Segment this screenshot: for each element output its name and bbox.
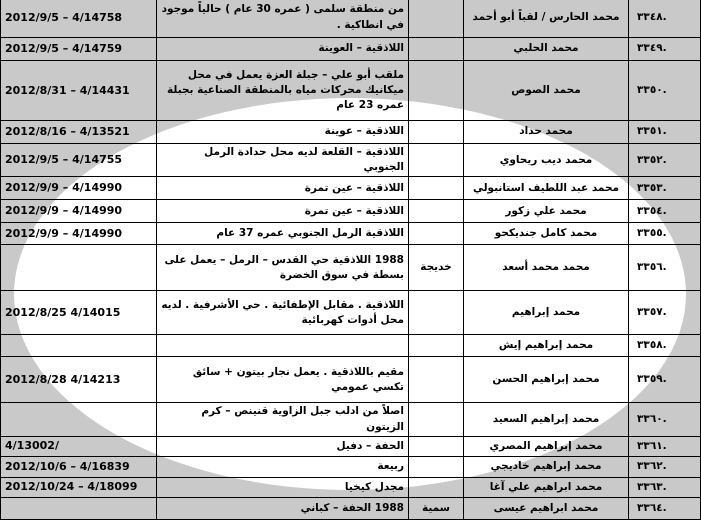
details: 1988 اللاذقية حي القدس – الرمل – يعمل على بسطة في سوق الخضرة xyxy=(157,245,409,291)
mother-name xyxy=(409,357,464,403)
table-row xyxy=(1,38,701,61)
table-row xyxy=(1,245,701,291)
reference: 2012/10/24 – 4/18099 xyxy=(1,477,157,497)
details: اللاذقية – عين تمرة xyxy=(157,177,409,200)
reference: 2012/8/16 – 4/13521 xyxy=(1,121,157,144)
row-number: ٣٣٥٤. xyxy=(629,200,701,223)
person-name: محمد الحارس / لقباً أبو أحمد xyxy=(464,0,629,38)
table-row xyxy=(1,61,701,121)
reference: 2012/9/9 – 4/14990 xyxy=(1,177,157,200)
reference: 2012/9/5 – 4/14759 xyxy=(1,38,157,61)
row-number: ٣٣٦١. xyxy=(629,436,701,456)
row-number: ٣٣٦٤. xyxy=(629,497,701,519)
details xyxy=(157,335,409,357)
person-name: محمد إبراهيم xyxy=(464,291,629,335)
details: مقيم باللاذقية . يعمل نجار بيتون + سائق تكسي عمومي xyxy=(157,357,409,403)
person-name: محمد إبراهيم المصري xyxy=(464,436,629,456)
table-row xyxy=(1,223,701,245)
table-row xyxy=(1,177,701,200)
person-name: محمد إبراهيم إيش xyxy=(464,335,629,357)
table-body xyxy=(1,0,701,519)
mother-name xyxy=(409,223,464,245)
table-row xyxy=(1,497,701,519)
details: اللاذقية – عوينة xyxy=(157,121,409,144)
reference xyxy=(1,245,157,291)
reference: 2012/10/6 – 4/16839 xyxy=(1,456,157,477)
details: اللاذقية . مقابل الإطفائية . حي الأشرفية . لديه محل أدوات كهربائية xyxy=(157,291,409,335)
person-name: محمد كامل جنديكحو xyxy=(464,223,629,245)
mother-name: سمية xyxy=(409,497,464,519)
mother-name xyxy=(409,144,464,177)
row-number: ٣٣٤٩. xyxy=(629,38,701,61)
table-row xyxy=(1,121,701,144)
details: اصلاً من ادلب جبل الزاوية قنينص – كرم الزيتون xyxy=(157,403,409,436)
table-row xyxy=(1,436,701,456)
details: اللاذقية – العوينة xyxy=(157,38,409,61)
reference: 2012/8/28 4/14213 xyxy=(1,357,157,403)
table-row xyxy=(1,291,701,335)
row-number: ٣٣٥٨. xyxy=(629,335,701,357)
row-number: ٣٣٥٢. xyxy=(629,144,701,177)
mother-name xyxy=(409,38,464,61)
mother-name xyxy=(409,121,464,144)
reference xyxy=(1,497,157,519)
row-number: ٣٣٥١. xyxy=(629,121,701,144)
reference xyxy=(1,335,157,357)
row-number: ٣٣٥٠. xyxy=(629,61,701,121)
table-row xyxy=(1,144,701,177)
details: من منطقة سلمى ( عمره 30 عام ) حالياً موجود في انطاكية . xyxy=(157,0,409,38)
details: اللاذقية – عين تمرة xyxy=(157,200,409,223)
table-row xyxy=(1,0,701,38)
row-number: ٣٣٥٣. xyxy=(629,177,701,200)
mother-name xyxy=(409,291,464,335)
person-name: محمد ابراهيم عيسى xyxy=(464,497,629,519)
table-row xyxy=(1,200,701,223)
reference: 2012/8/25 4/14015 xyxy=(1,291,157,335)
table-row xyxy=(1,456,701,477)
person-name: محمد ديب ريحاوي xyxy=(464,144,629,177)
person-name: محمد علي زكور xyxy=(464,200,629,223)
details: الحفة – دفيل xyxy=(157,436,409,456)
reference: 2012/9/5 – 4/14755 xyxy=(1,144,157,177)
mother-name xyxy=(409,335,464,357)
person-name: محمد إبراهيم خاديجي xyxy=(464,456,629,477)
mother-name xyxy=(409,477,464,497)
row-number: ٣٣٥٦. xyxy=(629,245,701,291)
reference xyxy=(1,403,157,436)
row-number: ٣٣٥٥. xyxy=(629,223,701,245)
mother-name xyxy=(409,403,464,436)
mother-name xyxy=(409,436,464,456)
table-row xyxy=(1,357,701,403)
mother-name xyxy=(409,0,464,38)
person-name: محمد إبراهيم السعيد xyxy=(464,403,629,436)
details: اللاذقية – القلعة لديه محل حدادة الرمل الجنوبي xyxy=(157,144,409,177)
table-row xyxy=(1,477,701,497)
table-row xyxy=(1,403,701,436)
mother-name: خديجة xyxy=(409,245,464,291)
row-number: ٣٣٥٧. xyxy=(629,291,701,335)
details: اللاذقية الرمل الجنوبي عمره 37 عام xyxy=(157,223,409,245)
mother-name xyxy=(409,61,464,121)
mother-name xyxy=(409,456,464,477)
mother-name xyxy=(409,200,464,223)
details: ربيعة xyxy=(157,456,409,477)
person-name: محمد إبراهيم الحسن xyxy=(464,357,629,403)
details: 1988 الحفة – كباني xyxy=(157,497,409,519)
person-name: محمد ابراهيم علي آغا xyxy=(464,477,629,497)
reference: 2012/9/5 – 4/14758 xyxy=(1,0,157,38)
person-name: محمد الصوص xyxy=(464,61,629,121)
row-number: ٣٣٥٩. xyxy=(629,357,701,403)
row-number: ٣٣٦٢. xyxy=(629,456,701,477)
person-name: محمد عبد اللطيف استانبولي xyxy=(464,177,629,200)
row-number: ٣٣٦٣. xyxy=(629,477,701,497)
details: مجدل كيخيا xyxy=(157,477,409,497)
person-name: محمد حداد xyxy=(464,121,629,144)
table-row xyxy=(1,335,701,357)
reference: 2012/9/9 – 4/14990 xyxy=(1,200,157,223)
mother-name xyxy=(409,177,464,200)
details: ملقب أبو علي – جبلة العزة يعمل في محل ميكانيك محركات مياه بالمنطقة الصناعية بجبلة عمره 23 عام xyxy=(157,61,409,121)
reference: 2012/8/31 – 4/14431 xyxy=(1,61,157,121)
person-name: محمد محمد أسعد xyxy=(464,245,629,291)
person-name: محمد الحلبي xyxy=(464,38,629,61)
row-number: ٣٣٦٠. xyxy=(629,403,701,436)
reference: 4/13002/ xyxy=(1,436,157,456)
reference: 2012/9/9 – 4/14990 xyxy=(1,223,157,245)
row-number: ٣٣٤٨. xyxy=(629,0,701,38)
